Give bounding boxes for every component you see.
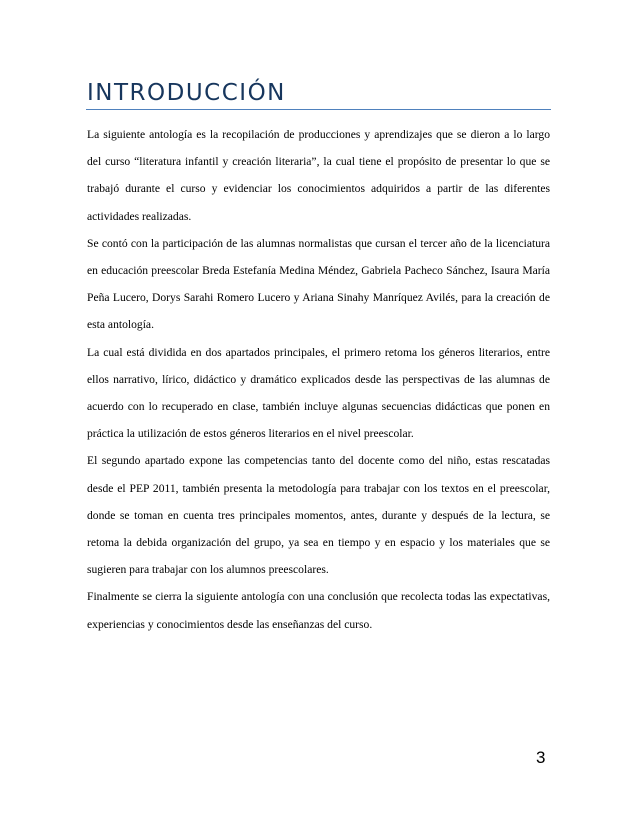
heading-underline: [86, 109, 551, 110]
page-heading: INTRODUCCIÓN: [87, 80, 286, 106]
body-text: [87, 121, 550, 638]
paragraph-intro: La siguiente antología es la recopilación de producciones y aprendizajes que se dieron a lo largo del curso “literatura infantil y creación literaria”, la cual tiene el propósito de presentar lo que se trabajó durante el curso y evidenciar los conocimientos adquiridos a partir de las diferentes actividades realizadas.: [87, 128, 550, 223]
paragraph-second-section: El segundo apartado expone las competencias tanto del docente como del niño, estas rescatadas desde el PEP 2011, también presenta la metodología para trabajar con los textos en el preescolar, donde se toman en cuenta tres principales momentos, antes, durante y después de la lectura, se retoma la debida organización del grupo, ya sea en tiempo y en espacio y los materiales que se sugieren para trabajar con los alumnos preescolares.: [87, 454, 550, 577]
paragraph-first-section: La cual está dividida en dos apartados principales, el primero retoma los géneros literarios, entre ellos narrativo, lírico, didáctico y dramático explicados desde las perspectivas de las alumnas de acuerdo con lo recuperado en clase, también incluye algunas secuencias didácticas que ponen en práctica la utilización de estos géneros literarios en el nivel preescolar.: [87, 345, 550, 441]
paragraph-participants: Se contó con la participación de las alumnas normalistas que cursan el tercer año de la licenciatura en educación preescolar Breda Estefanía Medina Méndez, Gabriela Pacheco Sánchez, Isaura María Peña Lucero, Dorys Sarahi Romero Lucero y Ariana Sinahy Manríquez Avilés, para la creación de esta antología.: [87, 236, 550, 332]
page-number: 3: [536, 748, 546, 767]
paragraph-conclusion: Finalmente se cierra la siguiente antología con una conclusión que recolecta todas las expectativas, experiencias y conocimientos desde las enseñanzas del curso.: [87, 590, 550, 631]
